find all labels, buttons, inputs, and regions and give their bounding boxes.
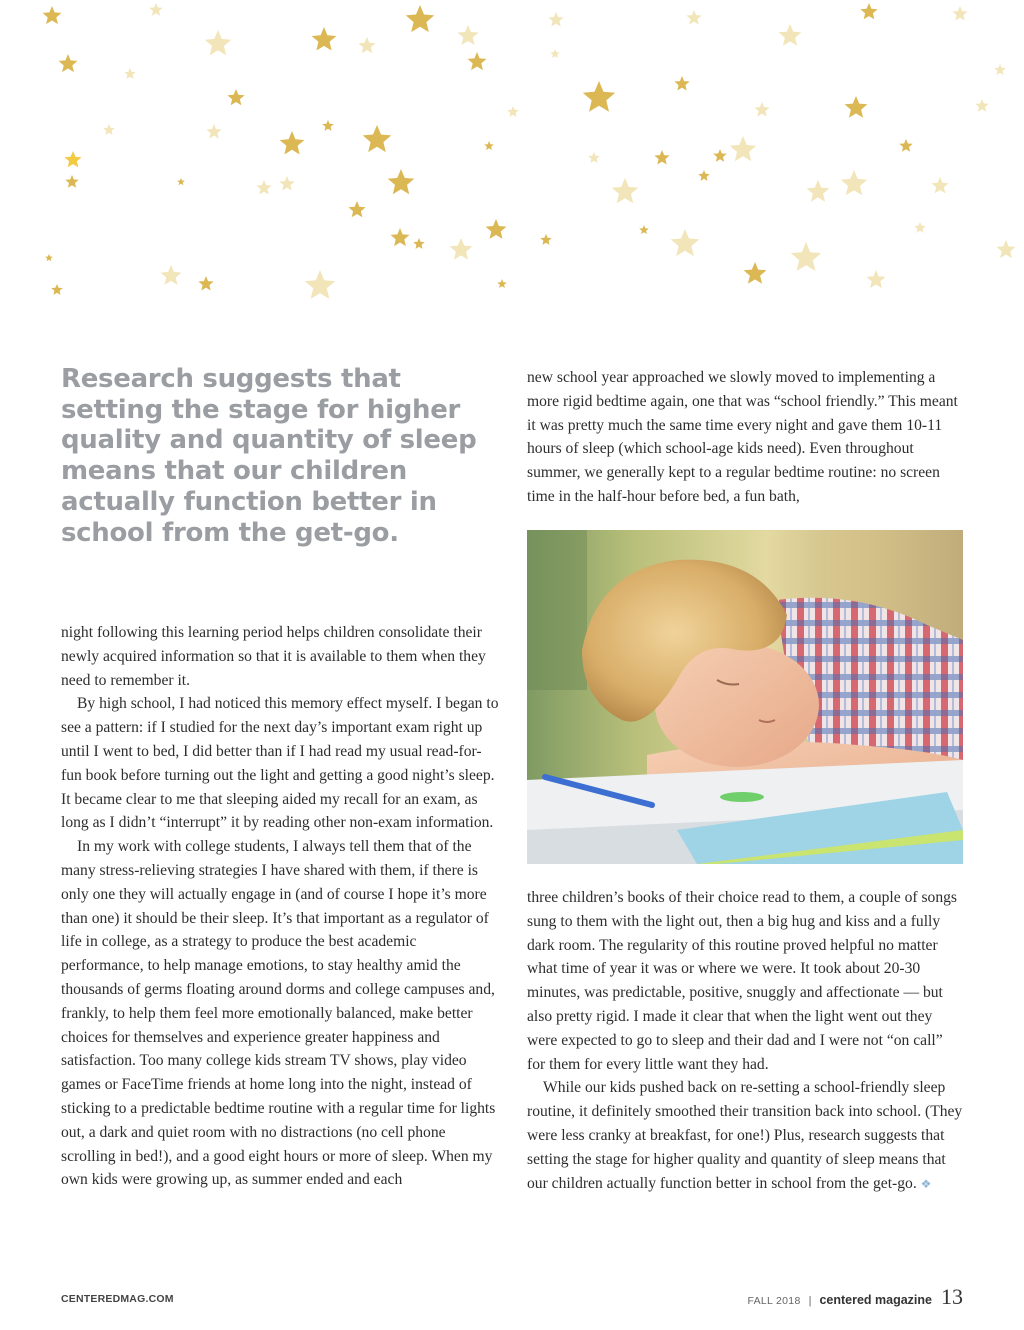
- body-paragraph: three children’s books of their choice read to them, a couple of songs sung to them with the light out, then a big hug and kiss and a fully dark room. The regularity of this routine proved helpful no matter what time of year it was or where we were. It took about 20-30 minutes, was predictable, positive, snuggly and affectionate — but also pretty rigid. I made it clear that when the light went out they were expected to go to sleep and their dad and I were not “on call” for them for every little want they had.: [527, 889, 957, 1073]
- star-icon: [550, 49, 560, 58]
- star-icon: [198, 276, 213, 291]
- star-icon: [279, 176, 294, 191]
- star-icon: [486, 219, 507, 239]
- star-icon: [914, 222, 925, 233]
- star-icon: [497, 279, 507, 288]
- star-icon: [124, 68, 135, 79]
- star-icon: [45, 254, 53, 261]
- star-icon: [730, 136, 757, 161]
- star-icon: [280, 131, 305, 155]
- star-icon: [548, 12, 563, 27]
- body-paragraph: By high school, I had noticed this memory effect myself. I began to see a pattern: if I studied for the next day’s important exam right up until I went to bed, I did better than if I had read my usual read-for-fun book before turning out the light and getting a good night’s sleep. It became clear to me that sleeping aided my recall for an exam, as long as I didn’t “interrupt” it by reading other non-exam information.: [61, 695, 499, 832]
- star-icon: [64, 151, 81, 167]
- body-paragraph-last: [527, 1076, 963, 1196]
- body-paragraph: In my work with college students, I always tell them that of the many stress-relieving strategies I have shared with them, if there is only one they will actually engage in (and of course I hope it’s more than one) it should be their sleep. It’s that important as a regulator of life in college, as a strategy to produce the best academic performance, to help manage emotions, to stay healthy amid the thousands of germs floating around dorms and college campuses and, frankly, to help them feel more emotionally balanced, make better choices for themselves and experience greater happiness and satisfaction. Too many college kids stream TV shows, play video games or FaceTime friends at home long into the night, instead of sticking to a predictable bedtime routine with a regular time for lights out, a dark and quiet room with no distractions (no cell phone scrolling in bed!), and a good eight hours or more of sleep. When my own kids were growing up, as summer ended and each: [61, 838, 496, 1189]
- star-icon: [348, 201, 365, 217]
- star-icon: [540, 234, 551, 245]
- body-paragraph-text: While our kids pushed back on re-setting a school-friendly sleep routine, it definitely smoothed their transition back into school. (They were less cranky at breakfast, for one!) Plus, research suggests that setting the stage for higher quality and quantity of sleep means that our children actually function better in school from the get-go.: [527, 1079, 963, 1192]
- star-icon: [654, 150, 669, 165]
- star-icon: [583, 81, 615, 112]
- star-icon: [931, 177, 948, 193]
- star-icon: [363, 125, 392, 152]
- star-icon: [65, 175, 78, 188]
- star-icon: [779, 24, 802, 46]
- body-paragraph: new school year approached we slowly moved to implementing a more rigid bedtime again, one that was “school friendly.” This meant it was pretty much the same time every night and gave them 10-11 hours of sleep (which school-age kids need). Even throughout summer, we generally kept to a regular bedtime routine: no screen time in the half-hour before bed, a fun bath,: [527, 369, 958, 505]
- star-icon: [686, 10, 701, 25]
- star-icon: [791, 242, 821, 271]
- end-of-article-icon: ❖: [920, 1176, 932, 1191]
- star-icon: [388, 169, 415, 194]
- page-number: 13: [941, 1284, 963, 1309]
- star-icon: [391, 228, 410, 246]
- star-icon: [994, 64, 1005, 75]
- star-icon: [43, 6, 62, 24]
- star-icon: [59, 54, 78, 72]
- star-icon: [713, 149, 726, 162]
- star-icon: [860, 3, 877, 19]
- star-icon: [51, 284, 62, 295]
- star-icon: [358, 37, 375, 53]
- star-icon: [205, 30, 232, 55]
- star-icon: [468, 52, 487, 70]
- star-icon: [845, 96, 868, 118]
- star-icon: [952, 6, 967, 21]
- gold-stars-banner: [0, 0, 1024, 300]
- body-column-right-top: [527, 366, 963, 509]
- star-icon: [671, 229, 700, 256]
- star-icon: [899, 139, 912, 152]
- star-icon: [975, 99, 988, 112]
- star-icon: [161, 265, 182, 285]
- star-icon: [322, 120, 333, 131]
- star-icon: [458, 25, 479, 45]
- star-icon: [612, 178, 639, 203]
- star-icon: [177, 178, 185, 185]
- star-icon: [227, 89, 244, 105]
- footer-magazine-name: centered magazine: [819, 1293, 932, 1307]
- star-icon: [312, 27, 337, 51]
- footer-folio: [747, 1284, 963, 1310]
- star-icon: [588, 152, 599, 163]
- star-icon: [149, 3, 162, 16]
- star-icon: [639, 225, 649, 234]
- body-column-right-bottom: [527, 886, 963, 1196]
- star-icon: [674, 76, 689, 91]
- star-icon: [841, 170, 868, 195]
- star-icon: [305, 270, 335, 299]
- star-icon: [698, 170, 709, 181]
- star-icon: [507, 106, 518, 117]
- star-icon: [256, 180, 271, 195]
- star-icon: [997, 240, 1016, 258]
- star-icon: [206, 124, 221, 139]
- pull-quote: Research suggests that setting the stage for higher quality and quantity of sleep means that our children actually function better in school from the get-go.: [61, 364, 477, 548]
- star-icon: [744, 262, 767, 284]
- star-icon: [406, 5, 435, 32]
- star-icon: [450, 238, 473, 260]
- footer-website: CENTEREDMAG.COM: [61, 1293, 174, 1305]
- star-icon: [867, 270, 886, 288]
- footer-issue-date: FALL 2018: [747, 1295, 801, 1307]
- body-column-left: [61, 621, 499, 1192]
- footer-separator: |: [808, 1295, 812, 1307]
- photo-sleeping-boy-at-desk: [527, 530, 963, 864]
- star-icon: [103, 124, 114, 135]
- star-icon: [484, 141, 494, 150]
- body-paragraph: night following this learning period helps children consolidate their newly acquired information so that it is available to them when they need to remember it.: [61, 624, 486, 689]
- star-icon: [807, 180, 830, 202]
- star-icon: [413, 238, 424, 249]
- star-icon: [754, 102, 769, 117]
